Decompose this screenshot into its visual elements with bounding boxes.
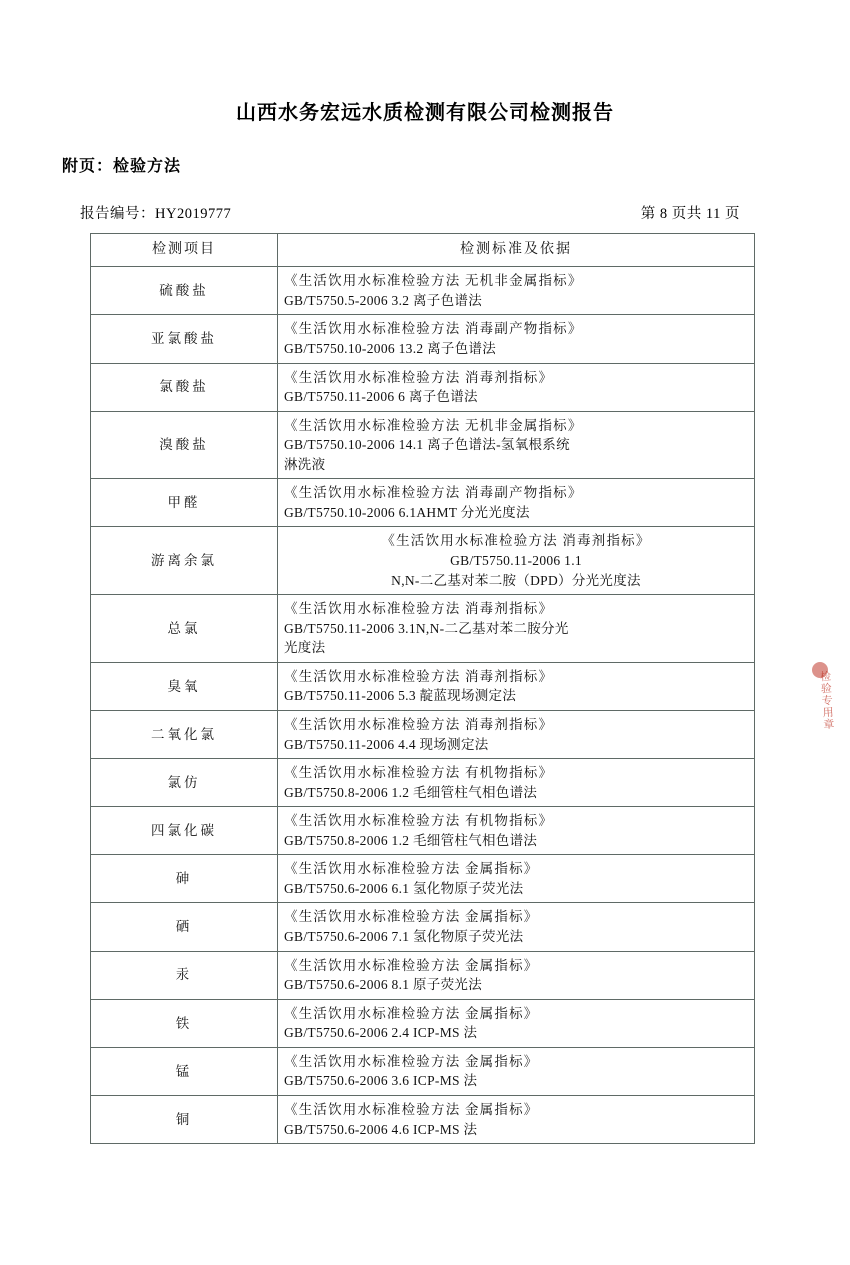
standard-line: 《生活饮用水标准检验方法 金属指标》 [284, 1101, 539, 1117]
table-row [91, 855, 755, 903]
standard-line: GB/T5750.11-2006 6 离子色谱法 [284, 389, 478, 405]
table-row [91, 807, 755, 855]
cell-standard [278, 411, 755, 479]
standard-line: 《生活饮用水标准检验方法 无机非金属指标》 [284, 273, 583, 289]
cell-test-item: 硒 [91, 903, 278, 951]
standard-line: GB/T5750.8-2006 1.2 毛细管柱气相色谱法 [284, 832, 538, 848]
cell-test-item: 氯仿 [91, 759, 278, 807]
table-row [91, 710, 755, 758]
cell-test-item: 砷 [91, 855, 278, 903]
standard-line: GB/T5750.6-2006 3.6 ICP-MS 法 [284, 1073, 478, 1089]
cell-standard [278, 363, 755, 411]
cell-test-item: 游离余氯 [91, 527, 278, 595]
standard-line: 《生活饮用水标准检验方法 金属指标》 [284, 861, 539, 877]
standard-line: GB/T5750.6-2006 2.4 ICP-MS 法 [284, 1025, 478, 1041]
standard-line: GB/T5750.5-2006 3.2 离子色谱法 [284, 292, 482, 308]
cell-test-item: 锰 [91, 1047, 278, 1095]
cell-standard [278, 710, 755, 758]
cell-standard [278, 759, 755, 807]
standard-line: N,N-二乙基对苯二胺（DPD）分光光度法 [391, 572, 641, 588]
table-row [91, 315, 755, 363]
report-number: 报告编号：HY2019777 [80, 206, 232, 222]
table-row [91, 363, 755, 411]
cell-test-item: 铜 [91, 1095, 278, 1143]
cell-standard [278, 315, 755, 363]
cell-standard [278, 267, 755, 315]
cell-test-item: 臭氧 [91, 662, 278, 710]
inspection-seal: 检验专用章 [818, 670, 836, 731]
standard-line: 《生活饮用水标准检验方法 金属指标》 [284, 957, 539, 973]
standard-line: GB/T5750.6-2006 7.1 氢化物原子荧光法 [284, 929, 524, 945]
column-header-item: 检测项目 [91, 234, 278, 267]
table-row [91, 1047, 755, 1095]
cell-test-item: 二氧化氯 [91, 710, 278, 758]
page-number: 第 8 页共 11 页 [640, 206, 740, 222]
table-header [91, 234, 755, 267]
table-row [91, 951, 755, 999]
standard-line: 《生活饮用水标准检验方法 消毒剂指标》 [381, 533, 651, 549]
standard-line: GB/T5750.6-2006 8.1 原子荧光法 [284, 977, 482, 993]
table-row [91, 903, 755, 951]
standard-line: 《生活饮用水标准检验方法 有机物指标》 [284, 765, 554, 781]
cell-standard [278, 807, 755, 855]
standard-line: 《生活饮用水标准检验方法 消毒副产物指标》 [284, 321, 583, 337]
standard-line: GB/T5750.10-2006 13.2 离子色谱法 [284, 340, 497, 356]
cell-test-item: 甲醛 [91, 479, 278, 527]
standard-line: 《生活饮用水标准检验方法 消毒剂指标》 [284, 716, 554, 732]
cell-test-item: 铁 [91, 999, 278, 1047]
page-title: 山西水务宏远水质检测有限公司检测报告 [236, 100, 614, 124]
standard-line: GB/T5750.11-2006 1.1 [450, 553, 582, 569]
table-header-row [91, 234, 755, 267]
cell-test-item: 四氯化碳 [91, 807, 278, 855]
cell-standard [278, 527, 755, 595]
standard-line: 《生活饮用水标准检验方法 消毒剂指标》 [284, 369, 554, 385]
table-row [91, 479, 755, 527]
table-row [91, 1095, 755, 1143]
standard-line: GB/T5750.11-2006 4.4 现场测定法 [284, 736, 489, 752]
cell-test-item: 硫酸盐 [91, 267, 278, 315]
cell-standard [278, 999, 755, 1047]
cell-standard [278, 951, 755, 999]
cell-test-item: 溴酸盐 [91, 411, 278, 479]
cell-standard [278, 1047, 755, 1095]
standard-line: 《生活饮用水标准检验方法 有机物指标》 [284, 813, 554, 829]
standard-line: GB/T5750.10-2006 14.1 离子色谱法-氢氧根系统 [284, 437, 570, 453]
cell-standard [278, 479, 755, 527]
table-row [91, 267, 755, 315]
standard-line: 《生活饮用水标准检验方法 金属指标》 [284, 1005, 539, 1021]
cell-test-item: 总氯 [91, 595, 278, 663]
standard-line: GB/T5750.8-2006 1.2 毛细管柱气相色谱法 [284, 784, 538, 800]
standard-line: GB/T5750.6-2006 6.1 氢化物原子荧光法 [284, 880, 524, 896]
table-row [91, 759, 755, 807]
standard-line: 《生活饮用水标准检验方法 消毒剂指标》 [284, 668, 554, 684]
cell-standard [278, 662, 755, 710]
standard-line: 《生活饮用水标准检验方法 消毒副产物指标》 [284, 485, 583, 501]
standard-line: 光度法 [284, 640, 326, 656]
cell-test-item: 氯酸盐 [91, 363, 278, 411]
standard-line: 淋洗液 [284, 456, 326, 472]
column-header-standard: 检测标准及依据 [278, 234, 755, 267]
standard-line: GB/T5750.6-2006 4.6 ICP-MS 法 [284, 1121, 478, 1137]
table-body [91, 267, 755, 1144]
cell-standard [278, 595, 755, 663]
standard-line: GB/T5750.10-2006 6.1AHMT 分光光度法 [284, 504, 530, 520]
table-row [91, 595, 755, 663]
standard-line: 《生活饮用水标准检验方法 金属指标》 [284, 909, 539, 925]
standard-line: 《生活饮用水标准检验方法 消毒剂指标》 [284, 601, 554, 617]
report-meta [80, 202, 740, 223]
table-row [91, 662, 755, 710]
appendix-subtitle: 附页：检验方法 [62, 156, 182, 175]
standard-line: GB/T5750.11-2006 3.1N,N-二乙基对苯二胺分光 [284, 620, 569, 636]
report-page [0, 96, 850, 1265]
table-row [91, 411, 755, 479]
standard-line: GB/T5750.11-2006 5.3 靛蓝现场测定法 [284, 688, 517, 704]
cell-test-item: 亚氯酸盐 [91, 315, 278, 363]
standard-line: 《生活饮用水标准检验方法 金属指标》 [284, 1053, 539, 1069]
methods-table [90, 233, 755, 1144]
standard-line: 《生活饮用水标准检验方法 无机非金属指标》 [284, 417, 583, 433]
cell-standard [278, 1095, 755, 1143]
table-row [91, 527, 755, 595]
cell-test-item: 汞 [91, 951, 278, 999]
cell-standard [278, 855, 755, 903]
cell-standard [278, 903, 755, 951]
table-row [91, 999, 755, 1047]
